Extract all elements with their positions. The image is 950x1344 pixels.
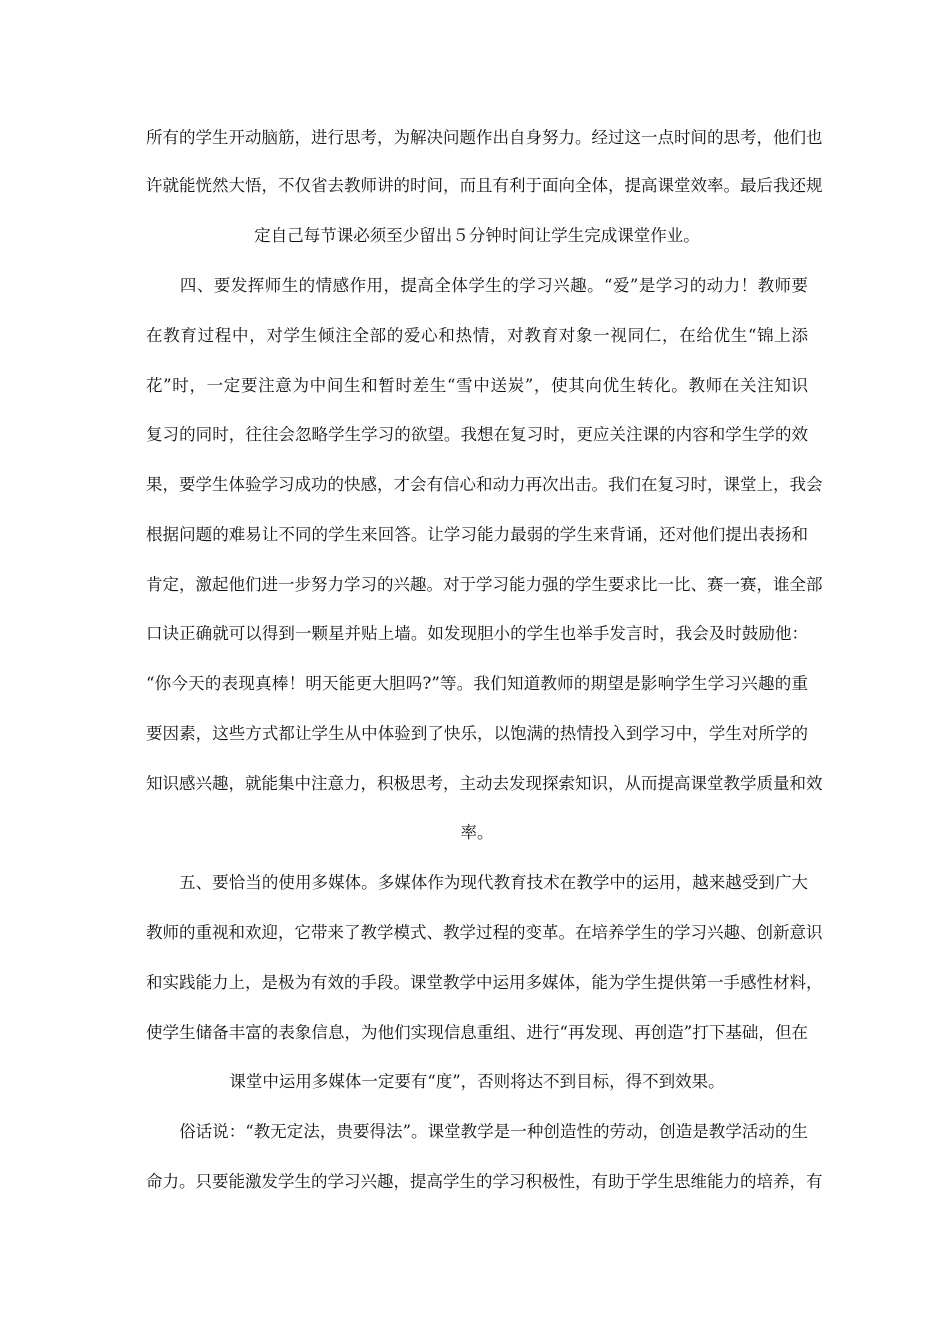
text-line: 命力。只要能激发学生的学习兴趣，提高学生的学习积极性，有助于学生思维能力的培养，有 <box>146 1172 823 1191</box>
text-line: 要因素，这些方式都让学生从中体验到了快乐，以饱满的热情投入到学习中，学生对所学的 <box>146 724 808 743</box>
text-line: 许就能恍然大悟，不仅省去教师讲的时间，而且有利于面向全体，提高课堂效率。最后我还规 <box>146 176 823 195</box>
text-line: 知识感兴趣，就能集中注意力，积极思考，主动去发现探索知识，从而提高课堂教学质量和效 <box>146 774 823 793</box>
text-line: 果，要学生体验学习成功的快感，才会有信心和动力再次出击。我们在复习时，课堂上，我会 <box>146 475 823 494</box>
text-line: 在教育过程中，对学生倾注全部的爱心和热情，对教育对象一视同仁，在给优生“锦上添 <box>146 326 808 345</box>
text-line: 率。 <box>460 823 494 842</box>
text-line: 和实践能力上，是极为有效的手段。课堂教学中运用多媒体，能为学生提供第一手感性材料， <box>146 973 823 992</box>
text-line: 教师的重视和欢迎，它带来了教学模式、教学过程的变革。在培养学生的学习兴趣、创新意识 <box>146 923 823 942</box>
text-line: 课堂中运用多媒体一定要有“度”，否则将达不到目标，得不到效果。 <box>229 1072 725 1091</box>
text-line: 复习的同时，往往会忽略学生学习的欲望。我想在复习时，更应关注课的内容和学生学的效 <box>146 425 808 444</box>
text-line: “你今天的表现真棒！明天能更大胆吗?”等。我们知道教师的期望是影响学生学习兴趣的重 <box>146 674 808 693</box>
text-line: 使学生储备丰富的表象信息，为他们实现信息重组、进行“再发现、再创造”打下基础，但在 <box>146 1023 808 1042</box>
text-line: 根据问题的难易让不同的学生来回答。让学习能力最弱的学生来背诵，还对他们提出表扬和 <box>146 525 808 544</box>
text-line: 花”时，一定要注意为中间生和暂时差生“雪中送炭”，使其向优生转化。教师在关注知识 <box>146 376 808 395</box>
text-line: 定自己每节课必须至少留出５分钟时间让学生完成课堂作业。 <box>254 226 700 245</box>
text-line: 口诀正确就可以得到一颗星并贴上墙。如发现胆小的学生也举手发言时，我会及时鼓励他： <box>146 624 808 643</box>
paragraph-four-start: 四、要发挥师生的情感作用，提高全体学生的学习兴趣。“爱”是学习的动力！教师要 <box>146 276 808 295</box>
conclusion-paragraph-start: 俗话说：“教无定法，贵要得法”。课堂教学是一种创造性的劳动，创造是教学活动的生 <box>146 1122 808 1141</box>
text-line: 所有的学生开动脑筋，进行思考，为解决问题作出自身努力。经过这一点时间的思考，他们也 <box>146 128 823 147</box>
text-line: 肯定，激起他们进一步努力学习的兴趣。对于学习能力强的学生要求比一比、赛一赛，谁全部 <box>146 575 823 594</box>
paragraph-five-start: 五、要恰当的使用多媒体。多媒体作为现代教育技术在教学中的运用，越来越受到广大 <box>146 873 808 892</box>
